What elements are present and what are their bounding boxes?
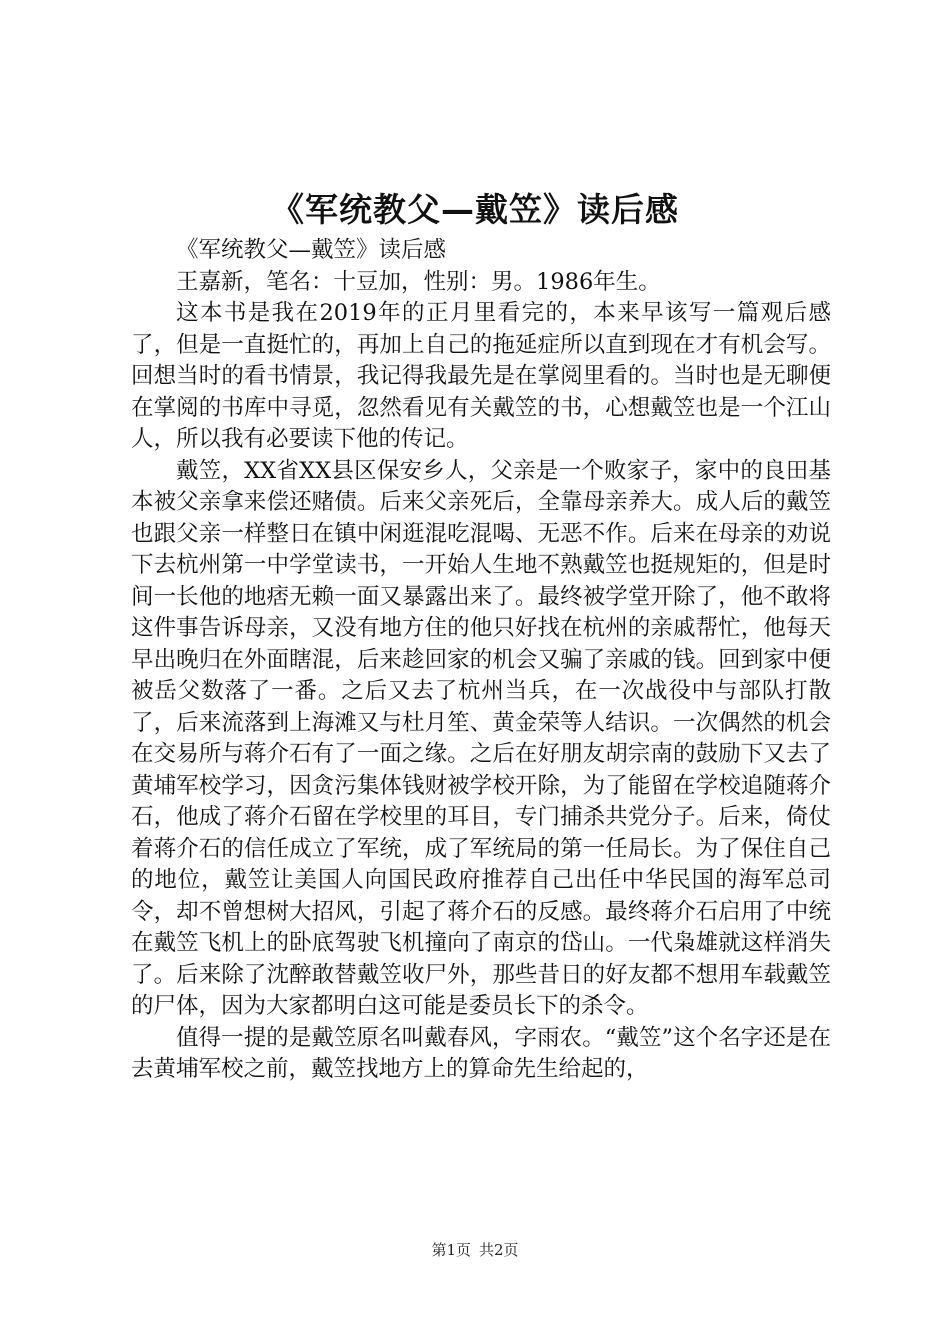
document-title: 《军统教父—戴笠》读后感 [271, 190, 679, 229]
page-number: 第1页 [431, 1241, 471, 1259]
paragraph-name-origin: 值得一提的是戴笠原名叫戴春风，字雨农。“戴笠”这个名字还是在去黄埔军校之前，戴笠找地方上的算命先生给起的， [131, 1024, 831, 1082]
document-body [131, 235, 831, 1086]
paragraph-author-info: 王嘉新，笔名：十豆加，性别：男。1986年生。 [176, 268, 661, 295]
page-total: 共2页 [479, 1241, 519, 1259]
paragraph-intro: 这本书是我在2019年的正月里看完的，本来早该写一篇观后感了，但是一直挺忙的，再加上自己的拖延症所以直到现在才有机会写。回想当时的看书情景，我记得我最先是在掌阅里看的。当时也是无聊便在掌阅的书库中寻觅，忽然看见有关戴笠的书，心想戴笠也是一个江山人，所以我有必要读下他的传记。 [131, 300, 831, 452]
page-footer [0, 1239, 950, 1261]
paragraph-subtitle: 《军统教父—戴笠》读后感 [176, 237, 447, 263]
paragraph-biography: 戴笠，XX省XX县区保安乡人，父亲是一个败家子，家中的良田基本被父亲拿来偿还赌债。后来父亲死后，全靠母亲养大。成人后的戴笠也跟父亲一样整日在镇中闲逛混吃混喝、无恶不作。后来在母亲的劝说下去杭州第一中学堂读书，一开始人生地不熟戴笠也挺规矩的，但是时间一长他的地痞无赖一面又暴露出来了。最终被学堂开除了，他不敢将这件事告诉母亲，又没有地方住的他只好找在杭州的亲戚帮忙，他每天早出晚归在外面瞎混，后来趁回家的机会又骗了亲戚的钱。回到家中便被岳父数落了一番。之后又去了杭州当兵，在一次战役中与部队打散了，后来流落到上海滩又与杜月笙、黄金荣等人结识。一次偶然的机会在交易所与蒋介石有了一面之缘。之后在好朋友胡宗南的鼓励下又去了黄埔军校学习，因贪污集体钱财被学校开除，为了能留在学校追随蒋介石，他成了蒋介石留在学校里的耳目，专门捕杀共党分子。后来，倚仗着蒋介石的信任成立了军统，成了军统局的第一任局长。为了保住自己的地位，戴笠让美国人向国民政府推荐自己出任中华民国的海军总司令，却不曾想树大招风，引起了蒋介石的反感。最终蒋介石启用了中统在戴笠飞机上的卧底驾驶飞机撞向了南京的岱山。一代枭雄就这样消失了。后来除了沈醉敢替戴笠收尸外，那些昔日的好友都不想用车载戴笠的尸体，因为大家都明白这可能是委员长下的杀令。 [131, 457, 831, 1019]
